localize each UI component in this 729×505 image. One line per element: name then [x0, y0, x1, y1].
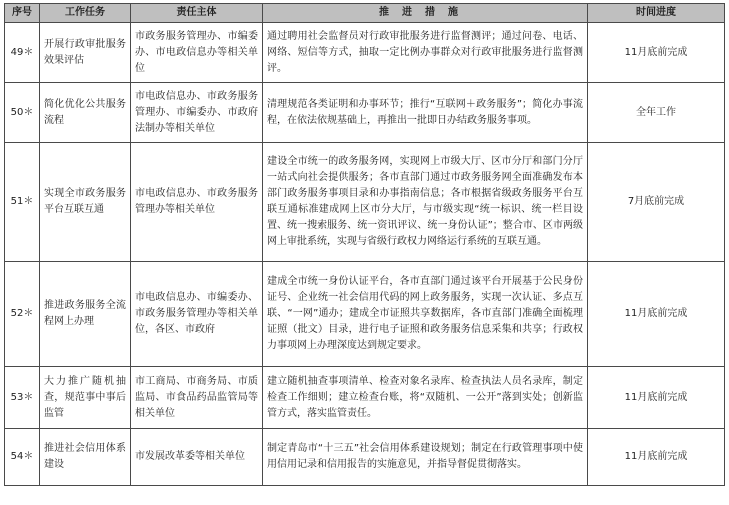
header-task: 工作任务 [40, 4, 131, 23]
row-number: 52＊ [5, 262, 40, 367]
row-task: 开展行政审批服务效果评估 [40, 23, 131, 83]
row-owner: 市工商局、市商务局、市质监局、市食品药品监管局等相关单位 [131, 367, 263, 429]
row-measures: 制定青岛市“十三五”社会信用体系建设规划；制定在行政管理事项中使用信用记录和信用报告的实施意见，并指导督促贯彻落实。 [263, 429, 588, 486]
row-measures: 建设全市统一的政务服务网，实现网上市级大厅、区市分厅和部门分厅一站式向社会提供服务；各市直部门通过市政务服务网全面准确发布本部门政务服务事项目录和办事指南信息；各市根据省级政务服务平台互联互通标准建成网上区市分大厅，与市级实现“统一标识、统一栏目设置、统一搜索服务、统一资讯评议、统一身份认证”；整合市、区市两级网上审批系统，实现与省级行政权力网络运行系统的互联互通。 [263, 143, 588, 262]
task-table [4, 3, 725, 486]
table-row [5, 429, 725, 486]
row-time: 11月底前完成 [588, 23, 725, 83]
row-number: 53＊ [5, 367, 40, 429]
table-row [5, 367, 725, 429]
row-owner: 市电政信息办、市政务服务管理办等相关单位 [131, 143, 263, 262]
row-measures: 清理规范各类证明和办事环节；推行“互联网＋政务服务”；简化办事流程，在依法依规基础上，再推出一批即日办结政务服务事项。 [263, 83, 588, 143]
table-row [5, 143, 725, 262]
table-row [5, 83, 725, 143]
header-num: 序号 [5, 4, 40, 23]
row-number: 49＊ [5, 23, 40, 83]
row-owner: 市电政信息办、市政务服务管理办、市编委办、市政府法制办等相关单位 [131, 83, 263, 143]
header-measures: 推进措施 [263, 4, 588, 23]
row-time: 11月底前完成 [588, 429, 725, 486]
row-measures: 建成全市统一身份认证平台，各市直部门通过该平台开展基于公民身份证号、企业统一社会信用代码的网上政务服务，实现一次认证、多点互联、“一网”通办；建成全市证照共享数据库，各市直部门准确全面梳理证照（批文）目录，进行电子证照和政务服务信息采集和共享；行政权力事项网上办理深度达到规定要求。 [263, 262, 588, 367]
row-owner: 市电政信息办、市编委办、市政务服务管理办等相关单位，各区、市政府 [131, 262, 263, 367]
row-time: 11月底前完成 [588, 367, 725, 429]
row-time: 11月底前完成 [588, 262, 725, 367]
row-number: 50＊ [5, 83, 40, 143]
header-time: 时间进度 [588, 4, 725, 23]
row-task: 大力推广随机抽查，规范事中事后监管 [40, 367, 131, 429]
row-owner: 市发展改革委等相关单位 [131, 429, 263, 486]
row-measures: 通过聘用社会监督员对行政审批服务进行监督测评；通过问卷、电话、网络、短信等方式，抽取一定比例办事群众对行政审批服务进行监督测评。 [263, 23, 588, 83]
row-task: 简化优化公共服务流程 [40, 83, 131, 143]
row-measures: 建立随机抽查事项清单、检查对象名录库、检查执法人员名录库，制定检查工作细则；建立检查台账，将“双随机、一公开”落到实处；创新监管方式，落实监管责任。 [263, 367, 588, 429]
row-task: 推进政务服务全流程网上办理 [40, 262, 131, 367]
row-time: 全年工作 [588, 83, 725, 143]
row-task: 推进社会信用体系建设 [40, 429, 131, 486]
row-task: 实现全市政务服务平台互联互通 [40, 143, 131, 262]
row-number: 54＊ [5, 429, 40, 486]
table-row [5, 262, 725, 367]
header-owner: 责任主体 [131, 4, 263, 23]
table-row [5, 23, 725, 83]
row-number: 51＊ [5, 143, 40, 262]
table-header-row [5, 4, 725, 23]
row-owner: 市政务服务管理办、市编委办、市电政信息办等相关单位 [131, 23, 263, 83]
row-time: 7月底前完成 [588, 143, 725, 262]
